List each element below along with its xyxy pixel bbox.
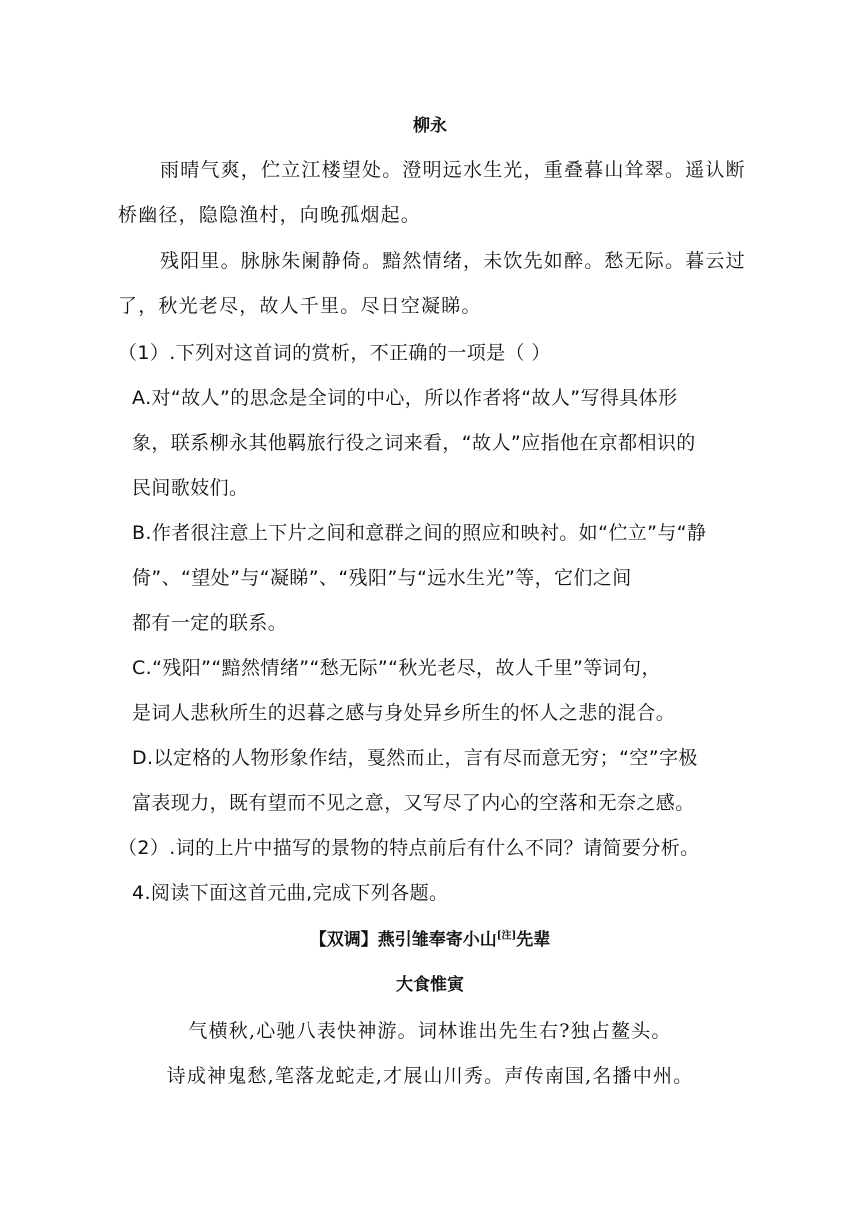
option-c-line: 是词人悲秋所生的迟暮之感与身处异乡所生的怀人之悲的混合。 [132,702,676,724]
poem-title [0,928,860,952]
option-a-line: 民间歌妓们。 [132,477,249,499]
poem-author: 柳永 [413,116,447,136]
poem-title-suffix: 先辈 [516,930,551,950]
question-stem: 4.阅读下面这首元曲,完成下列各题。 [132,882,449,904]
option-a-line: A.对“故人”的思念是全词的中心，所以作者将“故人”写得具体形 [132,387,678,409]
poem-author: 大食惟寅 [396,975,464,995]
option-a-line: 象，联系柳永其他羁旅行役之词来看，“故人”应指他在京都相识的 [132,432,696,454]
footnote-marker: [注] [496,930,517,942]
option-c-line: C.“残阳”“黯然情绪”“愁无际”“秋光老尽，故人千里”等词句， [132,657,661,679]
poem-line: 桥幽径，隐隐渔村，向晚孤烟起。 [118,204,422,226]
poem-line: 残阳里。脉脉朱阑静倚。黯然情绪，未饮先如醉。愁无际。暮云过 [160,250,746,272]
option-b-line: B.作者很注意上下片之间和意群之间的照应和映衬。如“伫立”与“静 [132,522,707,544]
question-stem: （1）.下列对这首词的赏析，不正确的一项是（ ） [118,342,551,364]
option-b-line: 都有一定的联系。 [132,612,288,634]
option-d-line: D.以定格的人物形象作结，戛然而止，言有尽而意无穷；“空”字极 [132,747,698,769]
option-d-line: 富表现力，既有望而不见之意，又写尽了内心的空落和无奈之感。 [132,792,695,814]
poem-line: 气横秋,心驰八表快神游。词林谁出先生右?独占鳌头。 [188,1020,672,1042]
option-b-line: 倚”、“望处”与“凝睇”、“残阳”与“远水生光”等，它们之间 [132,567,632,589]
poem-line: 雨晴气爽，伫立江楼望处。澄明远水生光，重叠暮山耸翠。遥认断 [160,159,746,181]
poem-line: 了，秋光老尽，故人千里。尽日空凝睇。 [118,295,482,317]
poem-title-prefix: 【双调】燕引雏奉寄小山 [309,930,497,950]
poem-line: 诗成神鬼愁,笔落龙蛇走,才展山川秀。声传南国,名播中州。 [166,1065,694,1087]
question-stem: （2）.词的上片中描写的景物的特点前后有什么不同？请简要分析。 [118,837,700,859]
